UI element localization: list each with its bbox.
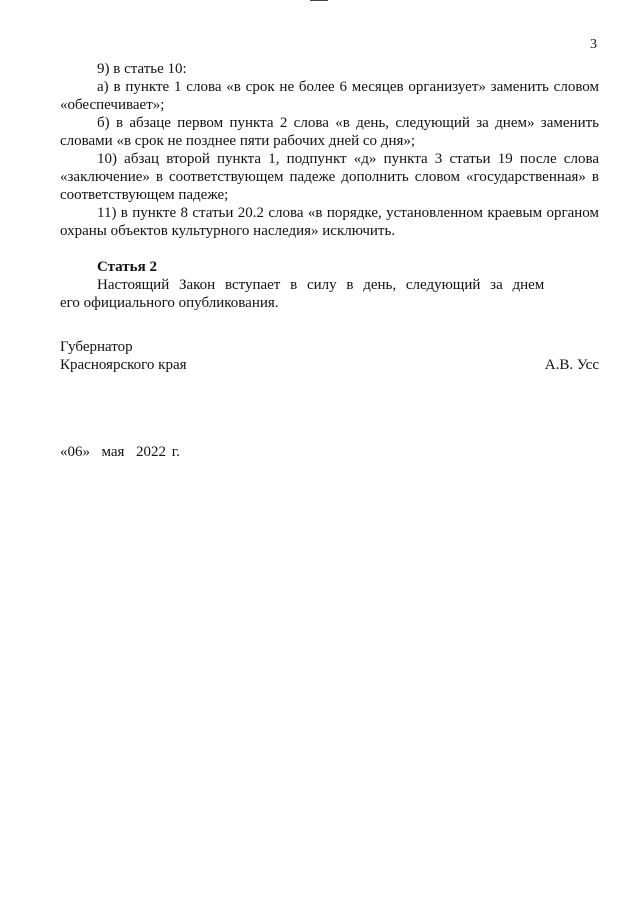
article-text-line: его официального опубликования. [60, 295, 279, 311]
document-body [60, 60, 599, 312]
page-number: 3 [590, 37, 597, 52]
signature-block [60, 338, 599, 374]
amendment-item: 11) в пункте 8 статьи 20.2 слова «в порядке, установленном краевым органом охраны объектов культурного наследия» исключить. [60, 205, 599, 239]
signature-line [60, 356, 599, 374]
amendment-item: 9) в статье 10: [97, 61, 187, 77]
signatory-name: А.В. Усс [544, 357, 599, 373]
amendment-item: 10) абзац второй пункта 1, подпункт «д» пункта 3 статьи 19 после слова «заключение» в соответствующем падеже дополнить словом «государственная» в соответствующем падеже; [60, 151, 599, 203]
signatory-title-line: Красноярского края [60, 357, 187, 373]
article-heading: Статья 2 [97, 259, 157, 275]
top-edge-mark [310, 0, 328, 1]
amendment-item: а) в пункте 1 слова «в срок не более 6 месяцев организует» заменить словом «обеспечивает»; [60, 79, 599, 113]
document-date: «06» мая 2022 г. [60, 444, 180, 460]
amendment-item: б) в абзаце первом пункта 2 слова «в день, следующий за днем» заменить словами «в срок не позднее пяти рабочих дней со дня»; [60, 115, 599, 149]
signatory-title-line: Губернатор [60, 339, 133, 355]
article-text-line: Настоящий Закон вступает в силу в день, следующий за днем [97, 277, 545, 293]
